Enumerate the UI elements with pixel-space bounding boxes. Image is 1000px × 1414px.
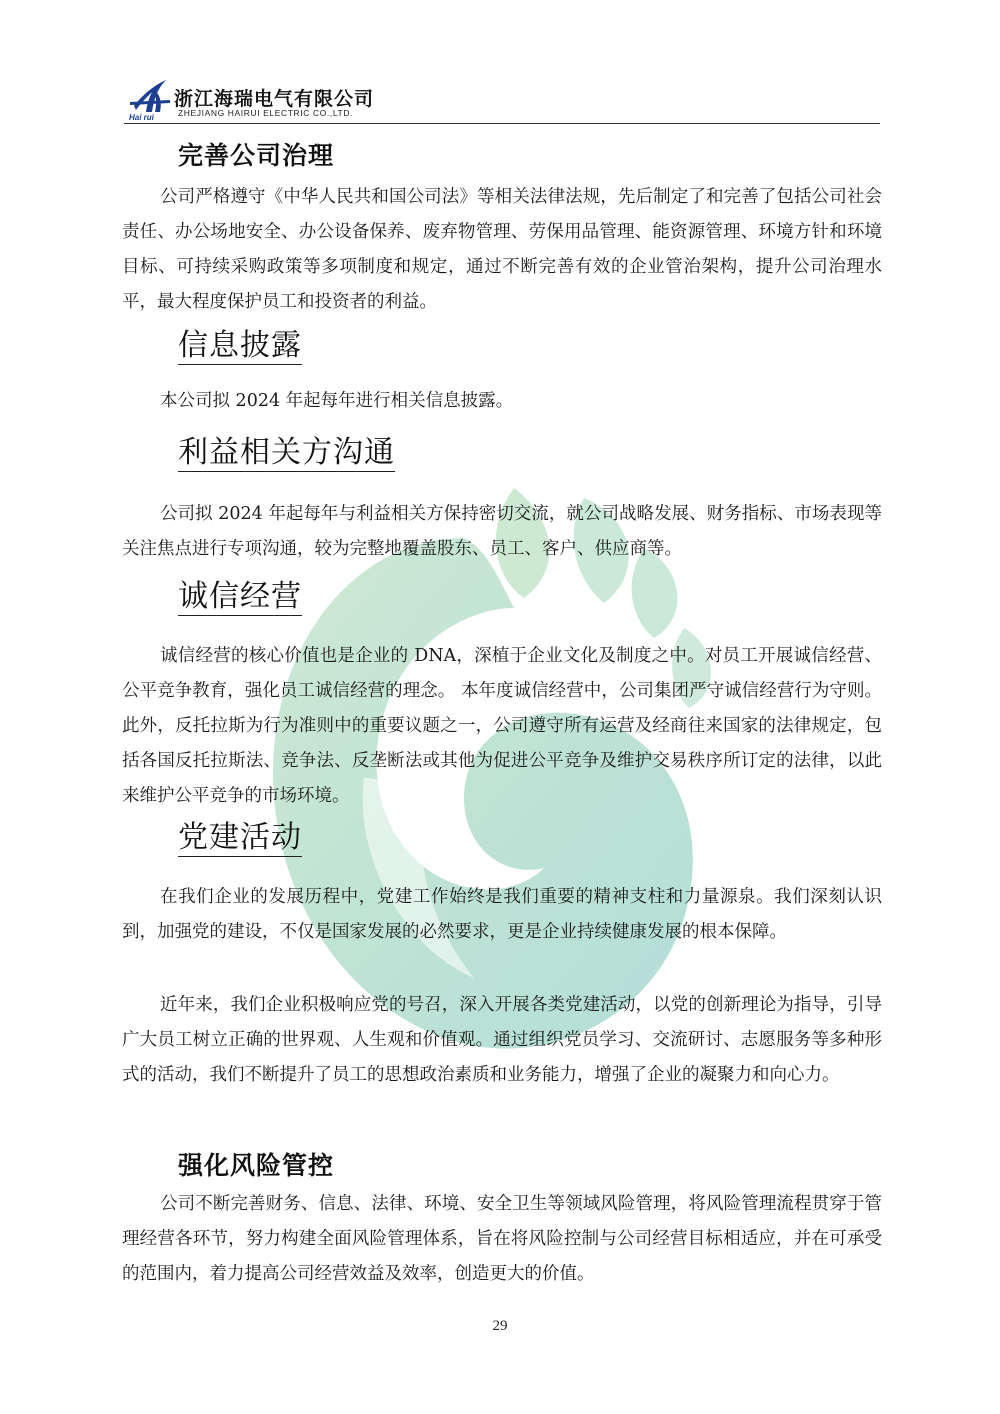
logo-text: Hai rui xyxy=(129,113,154,122)
section-title-integrity: 诚信经营 xyxy=(178,579,302,614)
header-divider xyxy=(124,123,880,124)
section-title-governance: 完善公司治理 xyxy=(178,141,335,170)
paragraph-integrity: 诚信经营的核心价值也是企业的 DNA，深植于企业文化及制度之中。对员工开展诚信经营、公平竞争教育，强化员工诚信经营的理念。 本年度诚信经营中，公司集团严守诚信经营行为守则。 此外，反托拉斯为行为准则中的重要议题之一，公司遵守所有运营及经商往来国家的法律规定，包括各国反托拉斯法、竞争法、反垄断法或其他为促进公平竞争及维护交易秩序所订定的法律，以此来维护公平竞争的市场环境。 xyxy=(122,646,882,806)
company-logo xyxy=(126,76,176,122)
section-title-party-building: 党建活动 xyxy=(178,820,302,855)
paragraph-risk-control: 公司不断完善财务、信息、法律、环境、安全卫生等领域风险管理，将风险管理流程贯穿于管理经营各环节，努力构建全面风险管理体系，旨在将风险控制与公司经营目标相适应，并在可承受的范围内，着力提高公司经营效益及效率，创造更大的价值。 xyxy=(122,1194,882,1284)
company-name: 浙江海瑞电气有限公司 xyxy=(174,88,375,110)
paragraph-party-building-1: 在我们企业的发展历程中，党建工作始终是我们重要的精神支柱和力量源泉。我们深刻认识到，加强党的建设，不仅是国家发展的必然要求，更是企业持续健康发展的根本保障。 xyxy=(122,887,882,942)
paragraph-governance: 公司严格遵守《中华人民共和国公司法》等相关法律法规，先后制定了和完善了包括公司社会责任、办公场地安全、办公设备保养、废弃物管理、劳保用品管理、能资源管理、环境方针和环境目标、可持续采购政策等多项制度和规定，通过不断完善有效的企业管治架构，提升公司治理水平，最大程度保护员工和投资者的利益。 xyxy=(122,187,882,312)
section-title-risk-control: 强化风险管控 xyxy=(178,1151,335,1180)
paragraph-stakeholder: 公司拟 2024 年起每年与利益相关方保持密切交流，就公司战略发展、财务指标、市场表现等关注焦点进行专项沟通，较为完整地覆盖股东、员工、客户、供应商等。 xyxy=(122,504,882,559)
page-number: 29 xyxy=(492,1318,508,1334)
paragraph-party-building-2: 近年来，我们企业积极响应党的号召，深入开展各类党建活动，以党的创新理论为指导，引导广大员工树立正确的世界观、人生观和价值观。通过组织党员学习、交流研讨、志愿服务等多种形式的活动，我们不断提升了员工的思想政治素质和业务能力，增强了企业的凝聚力和向心力。 xyxy=(122,995,882,1085)
company-name-en: ZHEJIANG HAIRUI ELECTRIC CO.,LTD. xyxy=(178,108,354,118)
section-title-stakeholder: 利益相关方沟通 xyxy=(178,435,395,470)
section-title-disclosure: 信息披露 xyxy=(178,328,302,363)
paragraph-disclosure: 本公司拟 2024 年起每年进行相关信息披露。 xyxy=(160,391,514,411)
